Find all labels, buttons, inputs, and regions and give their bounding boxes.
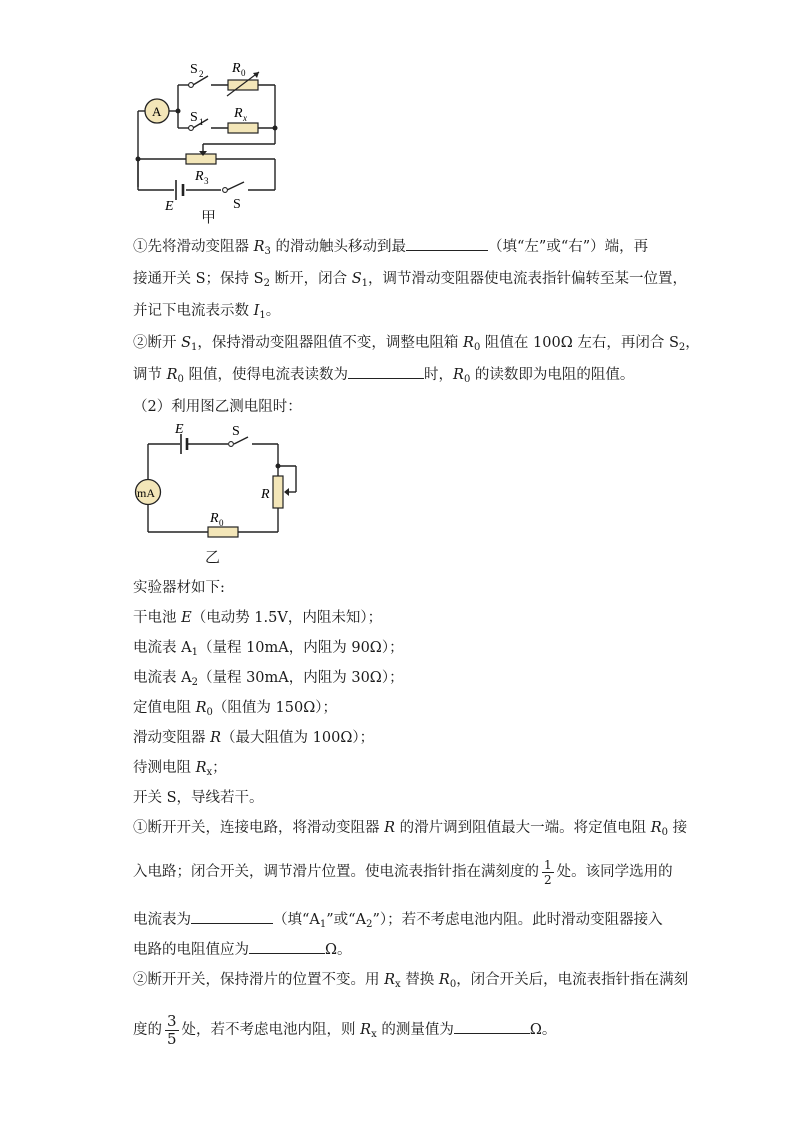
material-unknown-resistor: 待测电阻 $R_x$； <box>133 760 227 778</box>
fraction-one-half: $\frac{1}{2}$ <box>544 857 552 887</box>
emf-b-label: E <box>175 422 184 437</box>
answer-blank-ammeter[interactable] <box>191 922 273 924</box>
answer-blank-direction[interactable] <box>406 249 488 251</box>
p2-step1-line1: ①断开开关，连接电路，将滑动变阻器 R 的滑片调到阻值最大一端。将定值电阻 $R_0$ 接 <box>133 820 688 838</box>
circuit-diagram-b <box>130 420 310 550</box>
material-battery: 干电池 E（电动势 1.5V，内阻未知）； <box>133 610 383 626</box>
answer-blank-rx-value[interactable] <box>454 1032 530 1034</box>
p2-step1-line4: 电路的电阻值应为 Ω。 <box>133 942 352 958</box>
figure-b-caption: 乙 <box>205 548 221 566</box>
material-ammeter-a1: 电流表 $A_1$（量程 10mA，内阻为 90Ω）； <box>133 640 404 658</box>
material-fixed-resistor: 定值电阻 $R_0$（阻值为 150Ω）； <box>133 700 337 718</box>
r3-sub-label: 3 <box>204 176 209 186</box>
p2-step1-line2: 入电路；闭合开关，调节滑片位置。使电流表指针指在满刻度的 $\frac{1}{2}$ 处。该同学选用的 <box>133 857 673 887</box>
p2-step1-line3: 电流表为 （填“$A_1$”或“$A_2$”）；若不考虑电池内阻。此时滑动变阻器接入 <box>133 912 663 930</box>
rx-sub-label: x <box>243 113 247 123</box>
materials-title: 实验器材如下: <box>133 580 225 596</box>
r0-b-label: R <box>210 511 219 526</box>
s1-label: S <box>190 110 198 125</box>
r0-label: R <box>232 61 241 76</box>
r0-b-sub-label: 0 <box>219 518 224 528</box>
r3-label: R <box>195 169 204 184</box>
circuit-diagram-a <box>128 58 298 228</box>
s2-sub-label: 2 <box>199 69 204 79</box>
emf-label: E <box>165 199 174 214</box>
switch-label: S <box>233 197 241 212</box>
milliammeter-label: mA <box>137 486 155 500</box>
switch-b-label: S <box>232 424 240 439</box>
step2-line2: 调节 $R_0$ 阻值，使得电流表读数为 时，$R_0$ 的读数即为电阻的阻值。 <box>133 367 635 385</box>
step2-line1: ②断开 $S_1$，保持滑动变阻器阻值不变，调整电阻箱 $R_0$ 阻值在 100Ω 左右，再闭合 $S_2$， <box>133 335 700 353</box>
answer-blank-resistance[interactable] <box>249 952 325 954</box>
material-rheostat: 滑动变阻器 R（最大阻值为 100Ω）； <box>133 730 375 746</box>
part2-heading: （2）利用图乙测电阻时： <box>133 399 302 415</box>
r0-sub-label: 0 <box>241 68 246 78</box>
fraction-three-fifths: $\frac{3}{5}$ <box>167 1011 177 1048</box>
ammeter-label: A <box>152 104 162 119</box>
material-switch: 开关 S，导线若干。 <box>133 790 264 806</box>
rx-label: R <box>234 106 243 121</box>
step1-line2: 接通开关 S；保持 $S_2$ 断开，闭合 $S_1$，调节滑动变阻器使电流表指针偏转至某一位置， <box>133 271 687 289</box>
step1-line3: 并记下电流表示数 $I_1$。 <box>133 303 281 321</box>
s2-label: S <box>190 62 198 77</box>
p2-step2-line2: 度的 $\frac{3}{5}$ 处，若不考虑电池内阻，则 $R_x$ 的测量值为 Ω。 <box>133 1011 557 1048</box>
figure-a-caption: 甲 <box>201 208 217 226</box>
rheostat-label: R <box>261 487 270 502</box>
step1-line1: ①先将滑动变阻器 $R_3$ 的滑动触头移动到最 （填“左”或“右”）端，再 <box>133 239 649 257</box>
p2-step2-line1: ②断开开关，保持滑片的位置不变。用 $R_x$ 替换 $R_0$，闭合开关后，电流表指针指在满刻 <box>133 972 689 990</box>
answer-blank-current[interactable] <box>348 377 424 379</box>
s1-sub-label: 1 <box>199 117 204 127</box>
material-ammeter-a2: 电流表 $A_2$（量程 30mA，内阻为 30Ω）； <box>133 670 404 688</box>
